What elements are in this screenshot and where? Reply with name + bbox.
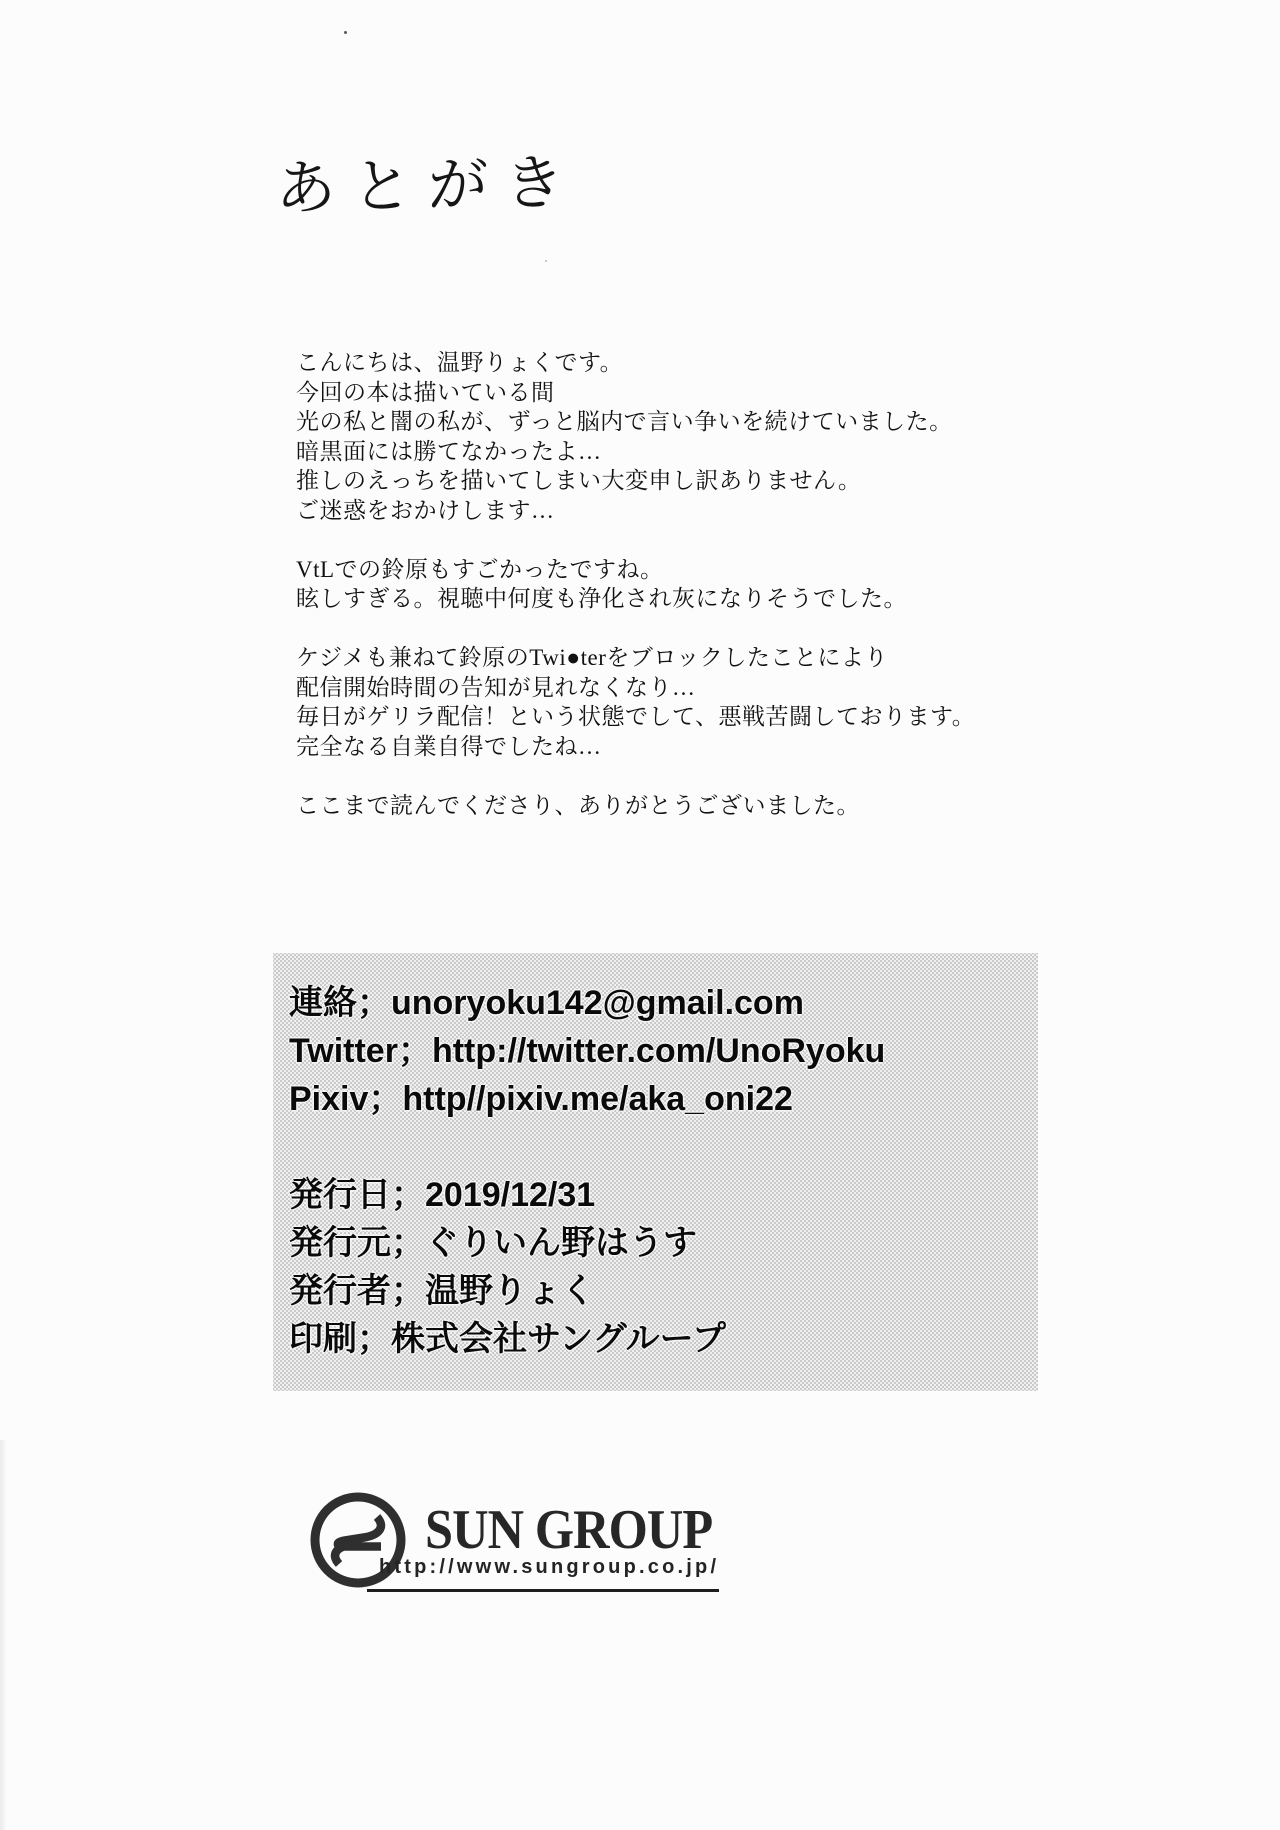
colophon-value: ぐりいん野はうす bbox=[425, 1224, 697, 1262]
afterword-line: 今回の本は描いている間 bbox=[296, 379, 555, 405]
colophon-value: 2019/12/31 bbox=[425, 1176, 596, 1214]
colophon-value: http//pixiv.me/aka_oni22 bbox=[402, 1080, 793, 1118]
afterword-line: 暗黒面には勝てなかったよ… bbox=[296, 438, 602, 464]
colophon-contact-group bbox=[289, 979, 1038, 1123]
colophon-row-publisher-circle bbox=[289, 1219, 1038, 1267]
afterword-line: ここまで読んでくださり、ありがとうございました。 bbox=[296, 792, 860, 818]
colophon-separator: ； bbox=[397, 1032, 432, 1070]
afterword-line: 毎日がゲリラ配信！という状態でして、悪戦苦闘しております。 bbox=[296, 704, 976, 729]
colophon-separator: ； bbox=[391, 1224, 425, 1262]
sun-group-url: http://www.sungroup.co.jp/ bbox=[379, 1556, 720, 1578]
afterword-line: 眩しすぎる。視聴中何度も浄化され灰になりそうでした。 bbox=[296, 586, 907, 611]
afterword-line: ケジメも兼ねて鈴原のTwi●terをブロックしたことにより bbox=[296, 645, 888, 670]
colophon-value: http://twitter.com/UnoRyoku bbox=[431, 1032, 886, 1070]
colophon-value: unoryoku142@gmail.com bbox=[391, 984, 804, 1022]
afterword-line: 完全なる自業自得でしたね… bbox=[296, 733, 602, 759]
colophon-separator: ； bbox=[357, 1320, 391, 1358]
colophon-label: 連絡 bbox=[289, 984, 357, 1022]
colophon-label: Twitter bbox=[289, 1032, 398, 1070]
afterword-line: 配信開始時間の告知が見れなくなり… bbox=[296, 674, 696, 700]
scan-speck bbox=[344, 31, 347, 34]
sun-group-logotype: SUN GROUP bbox=[425, 1499, 713, 1561]
afterword-paragraph bbox=[296, 555, 975, 614]
colophon-separator: ； bbox=[391, 1272, 425, 1310]
colophon-label: 印刷 bbox=[289, 1320, 357, 1358]
colophon-row-publish-date bbox=[289, 1171, 1038, 1219]
colophon-row-contact-email bbox=[289, 979, 1038, 1027]
scan-speck bbox=[545, 260, 547, 262]
afterword-line: 推しのえっちを描いてしまい大変申し訳ありません。 bbox=[296, 468, 862, 493]
colophon-label: Pixiv bbox=[289, 1080, 369, 1118]
url-underline bbox=[367, 1589, 719, 1592]
colophon-row-pixiv bbox=[289, 1075, 1038, 1123]
colophon-value: 株式会社サングループ bbox=[391, 1320, 726, 1358]
afterword-line: VtLでの鈴原もすごかったですね。 bbox=[296, 556, 664, 582]
afterword-paragraph bbox=[296, 643, 975, 761]
scan-edge-shadow bbox=[0, 1440, 7, 1830]
colophon-label: 発行元 bbox=[289, 1224, 391, 1262]
colophon-label: 発行者 bbox=[289, 1272, 391, 1310]
colophon-separator: ； bbox=[391, 1176, 425, 1214]
colophon-separator: ； bbox=[357, 984, 391, 1022]
colophon-row-author bbox=[289, 1267, 1038, 1315]
colophon-value: 温野りょく bbox=[425, 1272, 595, 1310]
colophon-row-printer bbox=[289, 1315, 1038, 1363]
afterword-line: こんにちは、温野りょくです。 bbox=[296, 350, 624, 375]
afterword-line: 光の私と闇の私が、ずっと脳内で言い争いを続けていました。 bbox=[296, 409, 953, 434]
colophon-box bbox=[273, 953, 1038, 1391]
colophon-row-twitter bbox=[289, 1027, 1038, 1075]
colophon-separator: ； bbox=[368, 1080, 403, 1118]
colophon-publication-group bbox=[289, 1171, 1038, 1363]
afterword-paragraph bbox=[296, 791, 975, 821]
afterword-text bbox=[296, 348, 975, 820]
afterword-paragraph bbox=[296, 348, 975, 525]
afterword-line: ご迷惑をおかけします… bbox=[296, 497, 555, 523]
colophon-label: 発行日 bbox=[289, 1176, 391, 1214]
page-title: あとがき bbox=[275, 148, 581, 223]
